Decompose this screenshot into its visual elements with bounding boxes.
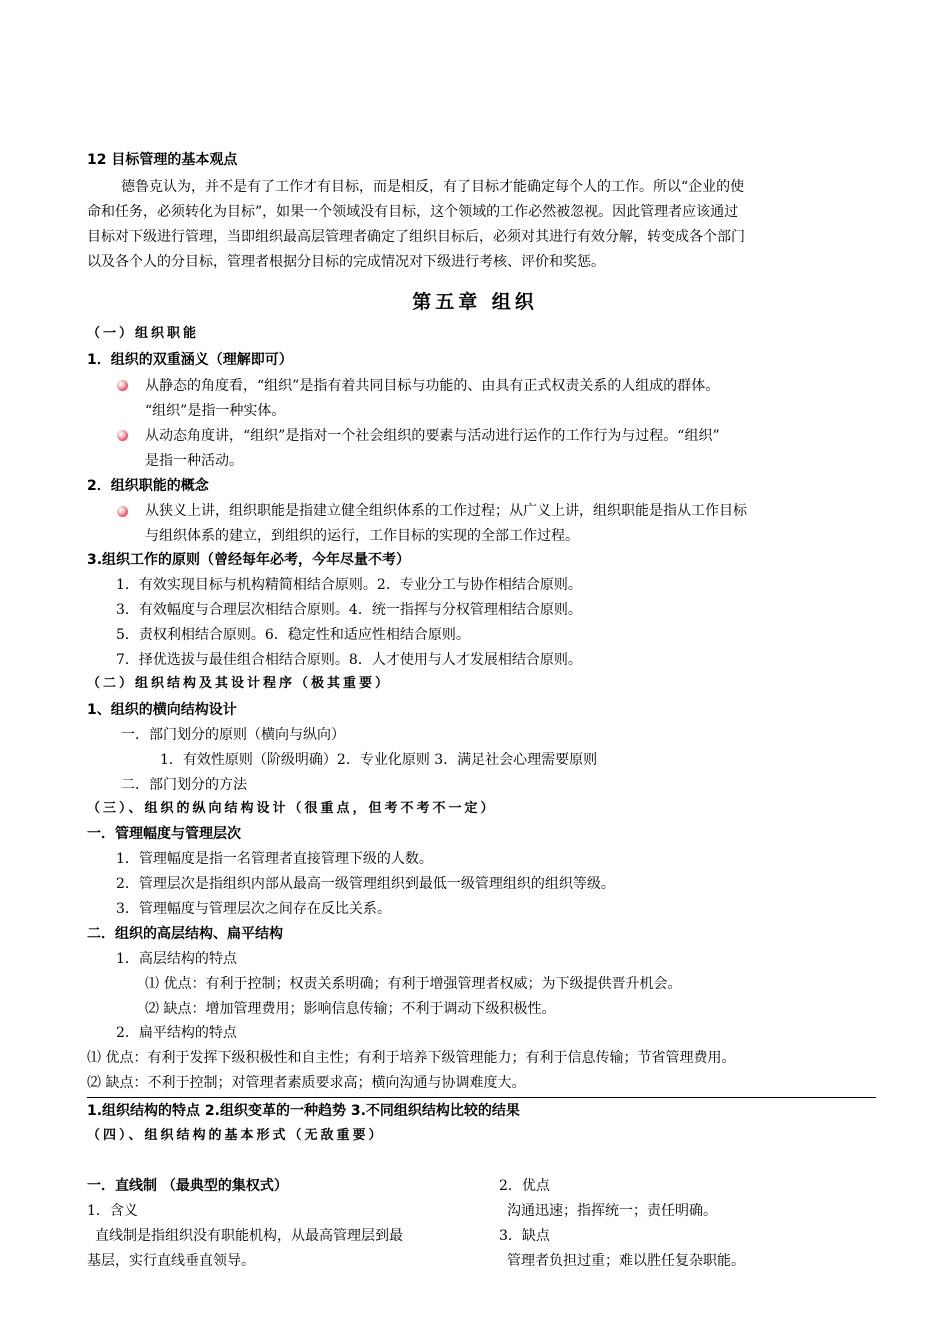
list-item: 1．高层结构的特点 bbox=[116, 951, 237, 967]
bullet-text: 是指一种活动。 bbox=[145, 453, 243, 469]
list-item: 2．扁平结构的特点 bbox=[116, 1025, 237, 1041]
list-item: ⑵ 缺点：不利于控制；对管理者素质要求高；横向沟通与协调难度大。 bbox=[87, 1075, 526, 1091]
summary-line: 1.组织结构的特点 2.组织变革的一种趋势 3.不同组织结构比较的结果 bbox=[87, 1103, 520, 1119]
heading: 一．直线制 （最典型的集权式） bbox=[87, 1178, 288, 1194]
paragraph-line: 目标对下级进行管理，当即组织最高层管理者确定了组织目标后，必须对其进行有效分解，转变成各个部门 bbox=[87, 229, 745, 245]
chapter-title: 第五章 组织 bbox=[412, 291, 538, 313]
bullet-text: “组织”是指一种实体。 bbox=[145, 403, 286, 419]
heading: 1、组织的横向结构设计 bbox=[87, 702, 237, 718]
list-item: 1．管理幅度是指一名管理者直接管理下级的人数。 bbox=[116, 851, 433, 867]
part-header: （四）、组织结构的基本形式（无敌重要） bbox=[87, 1128, 385, 1143]
list-item: 1．有效实现目标与机构精简相结合原则。2．专业分工与协作相结合原则。 bbox=[116, 577, 582, 593]
list-item: ⑴ 优点：有利于发挥下级积极性和自主性；有利于培养下级管理能力；有利于信息传输；节省管理费用。 bbox=[87, 1050, 736, 1066]
paragraph-line: 沟通迅速；指挥统一；责任明确。 bbox=[507, 1203, 717, 1219]
bullet-text: 从静态的角度看，“组织”是指有着共同目标与功能的、由具有正式权责关系的人组成的群体。 bbox=[145, 378, 720, 394]
divider bbox=[87, 1097, 876, 1098]
list-item: 5．责权利相结合原则。6．稳定性和适应性相结合原则。 bbox=[116, 627, 470, 643]
bullet-icon bbox=[117, 506, 128, 517]
paragraph-line: 以及各个人的分目标，管理者根据分目标的完成情况对下级进行考核、评价和奖惩。 bbox=[87, 254, 605, 270]
part-header: （三）、组织的纵向结构设计（很重点，但考不考不一定） bbox=[87, 801, 497, 816]
part-header: （一）组织职能 bbox=[87, 326, 200, 341]
part-header: （二）组织结构及其设计程序（极其重要） bbox=[87, 676, 392, 691]
list-item: 3．缺点 bbox=[499, 1228, 550, 1244]
section-title: 12 目标管理的基本观点 bbox=[87, 152, 238, 168]
bullet-icon bbox=[117, 430, 128, 441]
heading: 3.组织工作的原则（曾经每年必考，今年尽量不考） bbox=[87, 552, 411, 568]
list-item: 二．部门划分的方法 bbox=[121, 777, 247, 793]
paragraph-line: 德鲁克认为，并不是有了工作才有目标，而是相反，有了目标才能确定每个人的工作。所以“企业的使 bbox=[121, 179, 745, 195]
list-item: 3．有效幅度与合理层次相结合原则。4．统一指挥与分权管理相结合原则。 bbox=[116, 602, 582, 618]
heading: 一．管理幅度与管理层次 bbox=[87, 826, 241, 842]
paragraph-line: 命和任务，必须转化为目标”，如果一个领域没有目标，这个领域的工作必然被忽视。因此管理者应该通过 bbox=[87, 204, 739, 220]
paragraph-line: 基层，实行直线垂直领导。 bbox=[87, 1253, 255, 1269]
bullet-text: 与组织体系的建立，到组织的运行，工作目标的实现的全部工作过程。 bbox=[145, 528, 579, 544]
heading: 2．组织职能的概念 bbox=[87, 478, 209, 494]
bullet-text: 从动态角度讲，“组织”是指对一个社会组织的要素与活动进行运作的工作行为与过程。“组织” bbox=[145, 428, 720, 444]
list-item: 1．含义 bbox=[87, 1203, 138, 1219]
heading: 1．组织的双重涵义（理解即可） bbox=[87, 352, 293, 368]
list-item: 1．有效性原则（阶级明确）2．专业化原则 3．满足社会心理需要原则 bbox=[160, 752, 598, 768]
bullet-icon bbox=[117, 380, 128, 391]
list-item: ⑴ 优点：有利于控制；权责关系明确；有利于增强管理者权威；为下级提供晋升机会。 bbox=[145, 976, 682, 992]
paragraph-line: 直线制是指组织没有职能机构，从最高管理层到最 bbox=[95, 1228, 403, 1244]
list-item: 3．管理幅度与管理层次之间存在反比关系。 bbox=[116, 901, 391, 917]
heading: 二．组织的高层结构、扁平结构 bbox=[87, 926, 283, 942]
bullet-text: 从狭义上讲，组织职能是指建立健全组织体系的工作过程；从广义上讲，组织职能是指从工作目标 bbox=[145, 503, 747, 519]
list-item: ⑵ 缺点：增加管理费用；影响信息传输；不利于调动下级积极性。 bbox=[145, 1001, 556, 1017]
list-item: 2．管理层次是指组织内部从最高一级管理组织到最低一级管理组织的组织等级。 bbox=[116, 876, 615, 892]
list-item: 一．部门划分的原则（横向与纵向） bbox=[121, 727, 345, 743]
list-item: 7．择优选拔与最佳组合相结合原则。8．人才使用与人才发展相结合原则。 bbox=[116, 652, 582, 668]
list-item: 2．优点 bbox=[499, 1178, 550, 1194]
paragraph-line: 管理者负担过重；难以胜任复杂职能。 bbox=[507, 1253, 745, 1269]
